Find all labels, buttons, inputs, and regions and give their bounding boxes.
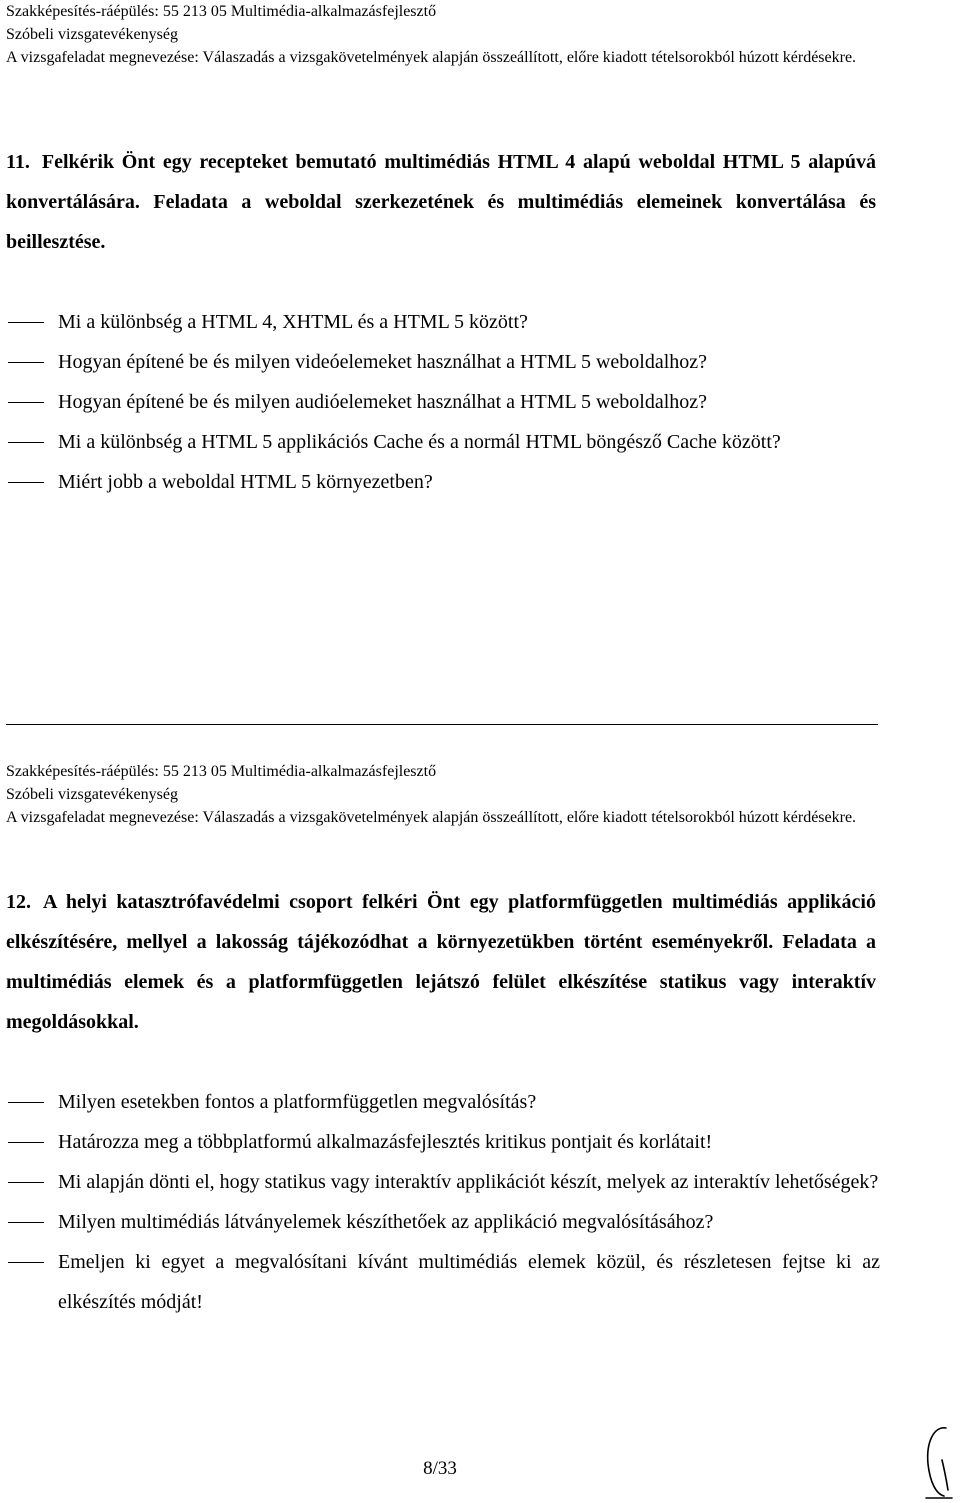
dash-bullet-icon xyxy=(8,322,44,323)
task-text: A helyi katasztrófavédelmi csoport felkéri Önt egy platformfüggetlen multimédiás applikáció elkészítésére, mellyel a lakosság tájékozódhat a környezetükben történt eseményekről. Feladata a multimédiás elemek és a platformfüggetlen lejátszó felület elkészítése statikus vagy interaktív megoldásokkal. xyxy=(6,891,876,1033)
list-item: Miért jobb a weboldal HTML 5 környezetben? xyxy=(0,462,880,502)
dash-bullet-icon xyxy=(8,402,44,403)
dash-bullet-icon xyxy=(8,362,44,363)
dash-bullet-icon xyxy=(8,1222,44,1223)
dash-bullet-icon xyxy=(8,442,44,443)
header-exam-type: Szóbeli vizsgatevékenység xyxy=(6,26,178,43)
signature-mark xyxy=(920,1420,956,1500)
dash-bullet-icon xyxy=(8,1142,44,1143)
header-exam-type: Szóbeli vizsgatevékenység xyxy=(6,786,178,803)
list-item: Határozza meg a többplatformú alkalmazásfejlesztés kritikus pontjait és korlátait! xyxy=(0,1122,880,1162)
page-header-top xyxy=(6,0,886,69)
task-11-description xyxy=(6,142,876,262)
page-divider xyxy=(6,724,878,725)
list-item: Milyen multimédiás látványelemek készíthetőek az applikáció megvalósításához? xyxy=(0,1202,880,1242)
list-item: Hogyan építené be és milyen videóelemeket használhat a HTML 5 weboldalhoz? xyxy=(0,342,880,382)
task-12-questions xyxy=(0,1082,880,1322)
list-item: Mi a különbség a HTML 5 applikációs Cache és a normál HTML böngésző Cache között? xyxy=(0,422,880,462)
dash-bullet-icon xyxy=(8,482,44,483)
header-task-title: A vizsgafeladat megnevezése: Válaszadás a vizsgakövetelmények alapján összeállított, előre kiadott tételsorokból húzott kérdésekre. xyxy=(6,49,857,66)
list-item: Emeljen ki egyet a megvalósítani kívánt multimédiás elemek közül, és részletesen fejtse ki az elkészítés módját! xyxy=(0,1242,880,1322)
list-item: Mi alapján dönti el, hogy statikus vagy interaktív applikációt készít, melyek az interaktív lehetőségek? xyxy=(0,1162,880,1202)
dash-bullet-icon xyxy=(8,1182,44,1183)
header-qualification: Szakképesítés-ráépülés: 55 213 05 Multimédia-alkalmazásfejlesztő xyxy=(6,763,437,780)
dash-bullet-icon xyxy=(8,1262,44,1263)
page-header-second xyxy=(6,760,886,829)
task-number: 11. xyxy=(6,151,30,173)
task-11-questions xyxy=(0,302,880,502)
header-qualification: Szakképesítés-ráépülés: 55 213 05 Multimédia-alkalmazásfejlesztő xyxy=(6,3,437,20)
task-text: Felkérik Önt egy recepteket bemutató multimédiás HTML 4 alapú weboldal HTML 5 alapúvá konvertálására. Feladata a weboldal szerkezetének és multimédiás elemeinek konvertálása és beillesztése. xyxy=(6,151,876,253)
list-item: Milyen esetekben fontos a platformfüggetlen megvalósítás? xyxy=(0,1082,880,1122)
task-number: 12. xyxy=(6,891,31,913)
task-12-description xyxy=(6,882,876,1042)
dash-bullet-icon xyxy=(8,1102,44,1103)
list-item: Hogyan építené be és milyen audióelemeket használhat a HTML 5 weboldalhoz? xyxy=(0,382,880,422)
list-item: Mi a különbség a HTML 4, XHTML és a HTML 5 között? xyxy=(0,302,880,342)
header-task-title: A vizsgafeladat megnevezése: Válaszadás a vizsgakövetelmények alapján összeállított, előre kiadott tételsorokból húzott kérdésekre. xyxy=(6,809,857,826)
page-number: 8/33 xyxy=(423,1458,457,1479)
